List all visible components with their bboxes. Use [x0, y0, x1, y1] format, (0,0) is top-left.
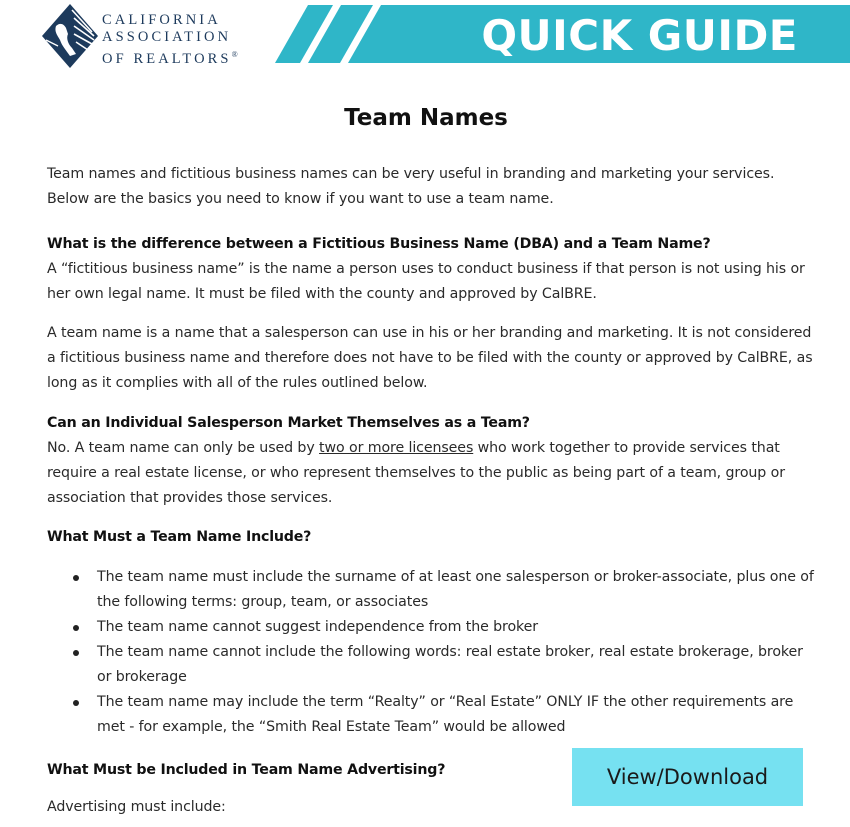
list-item	[47, 690, 817, 740]
dba-definition-paragraph: A “fictitious business name” is the name a person uses to conduct business if that person is not using his or her own legal name. It must be filed with the county and approved by CalBRE.	[47, 261, 805, 302]
bullet-icon	[73, 575, 79, 581]
section-heading-individual-salesperson: Can an Individual Salesperson Market Themselves as a Team?	[47, 415, 530, 431]
section-heading-team-name-include: What Must a Team Name Include?	[47, 529, 312, 545]
list-item-text: The team name cannot include the following words: real estate broker, real estate brokerage, broker or brokerage	[97, 644, 803, 685]
paragraph-text-after: who work together to provide services that require a real estate license, or who represent themselves to the public as being part of a team, group or association that provides those services.	[47, 440, 785, 506]
individual-salesperson-paragraph	[47, 436, 817, 511]
bullet-icon	[73, 625, 79, 631]
list-item	[47, 615, 817, 640]
list-item-text: The team name cannot suggest independence from the broker	[97, 619, 539, 635]
car-logo[interactable]	[42, 4, 252, 68]
underlined-two-or-more-licensees: two or more licensees	[319, 440, 474, 456]
logo-line-1: CALIFORNIA	[102, 12, 221, 28]
california-realtors-logo-icon	[42, 4, 98, 68]
bullet-icon	[73, 650, 79, 656]
logo-wordmark	[102, 12, 238, 68]
banner-title: QUICK GUIDE	[481, 11, 798, 60]
list-item-text: The team name must include the surname of at least one salesperson or broker-associate, plus one of the following terms: group, team, or associates	[97, 569, 814, 610]
paragraph-text-before: No. A team name can only be used by	[47, 440, 320, 456]
logo-line-2: ASSOCIATION	[102, 29, 232, 45]
logo-line-3: OF REALTORS	[102, 51, 232, 67]
registered-mark: ®	[231, 50, 238, 59]
list-item	[47, 640, 817, 690]
advertising-paragraph: Advertising must include:	[47, 799, 226, 815]
page-title: Team Names	[344, 105, 508, 131]
view-download-button[interactable]: View/Download	[572, 748, 803, 806]
section-heading-advertising: What Must be Included in Team Name Advertising?	[47, 762, 446, 778]
team-name-requirements-list	[47, 565, 817, 740]
section-heading-dba-difference: What is the difference between a Fictitious Business Name (DBA) and a Team Name?	[47, 236, 711, 252]
intro-paragraph: Team names and fictitious business names can be very useful in branding and marketing your services. Below are the basics you need to know if you want to use a team name.	[47, 166, 775, 207]
team-name-definition-paragraph: A team name is a name that a salesperson can use in his or her branding and marketing. It is not considered a fictitious business name and therefore does not have to be filed with the county or approved by CalBRE, as long as it complies with all of the rules outlined below.	[47, 325, 813, 391]
header	[0, 0, 850, 75]
list-item	[47, 565, 817, 615]
quick-guide-banner	[275, 5, 850, 63]
list-item-text: The team name may include the term “Realty” or “Real Estate” ONLY IF the other requirements are met - for example, the “Smith Real Estate Team” would be allowed	[97, 694, 794, 735]
bullet-icon	[73, 700, 79, 706]
